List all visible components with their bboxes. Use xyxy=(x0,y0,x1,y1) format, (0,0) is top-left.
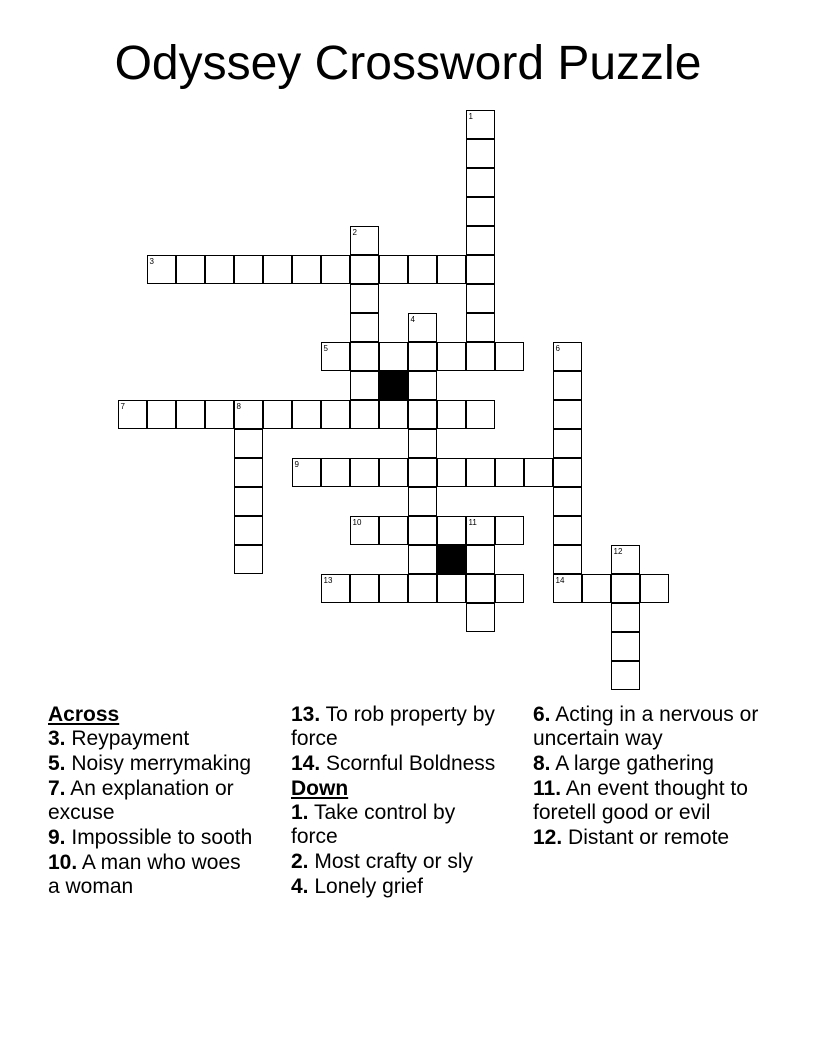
grid-cell[interactable] xyxy=(466,255,495,284)
grid-cell[interactable] xyxy=(437,458,466,487)
clues-column-1 xyxy=(48,703,253,900)
clue-item-number: 9. xyxy=(48,826,66,849)
clue-item-number: 12. xyxy=(533,826,563,849)
grid-cell[interactable] xyxy=(176,255,205,284)
across-clue-list xyxy=(48,727,253,899)
clue-item-text: Take control by force xyxy=(291,801,456,848)
grid-cell[interactable] xyxy=(350,458,379,487)
grid-cell[interactable] xyxy=(408,545,437,574)
clue-number: 7 xyxy=(120,401,125,411)
grid-cell[interactable] xyxy=(553,487,582,516)
grid-cell[interactable] xyxy=(611,603,640,632)
grid-cell[interactable] xyxy=(379,255,408,284)
grid-cell[interactable] xyxy=(263,400,292,429)
clue-item-text: To rob property by force xyxy=(291,703,495,750)
grid-cell[interactable] xyxy=(437,255,466,284)
clue-number: 12 xyxy=(613,546,623,556)
grid-cell[interactable] xyxy=(379,458,408,487)
across-header: Across xyxy=(48,703,120,726)
grid-cell[interactable] xyxy=(466,516,495,545)
grid-cell[interactable] xyxy=(553,458,582,487)
page-title: Odyssey Crossword Puzzle xyxy=(114,37,702,90)
grid-cell[interactable] xyxy=(495,516,524,545)
clue-item-text: Distant or remote xyxy=(568,826,730,849)
grid-cell[interactable] xyxy=(350,400,379,429)
grid-cell[interactable] xyxy=(234,429,263,458)
grid-cell[interactable] xyxy=(350,313,379,342)
grid-cell[interactable] xyxy=(553,516,582,545)
grid-cell[interactable] xyxy=(350,342,379,371)
grid-cell[interactable] xyxy=(321,255,350,284)
grid-cell[interactable] xyxy=(379,400,408,429)
grid-cell[interactable] xyxy=(466,458,495,487)
clue-number: 14 xyxy=(555,575,565,585)
grid-cell[interactable] xyxy=(379,516,408,545)
grid-cell[interactable] xyxy=(263,255,292,284)
grid-cell[interactable] xyxy=(466,574,495,603)
grid-cell[interactable] xyxy=(350,255,379,284)
grid-cell[interactable] xyxy=(408,313,437,342)
clue-item-number: 7. xyxy=(48,777,66,800)
grid-cell[interactable] xyxy=(234,458,263,487)
grid-cell[interactable] xyxy=(495,458,524,487)
grid-cell[interactable] xyxy=(553,371,582,400)
grid-cell[interactable] xyxy=(553,574,582,603)
clue-number: 11 xyxy=(468,517,477,527)
clue-item xyxy=(48,752,253,776)
clue-number: 3 xyxy=(149,256,154,266)
clues-column-2 xyxy=(291,703,506,900)
grid-cell[interactable] xyxy=(234,487,263,516)
grid-cell[interactable] xyxy=(321,458,350,487)
grid-cell[interactable] xyxy=(553,342,582,371)
grid-cell[interactable] xyxy=(292,400,321,429)
black-cell xyxy=(379,371,408,400)
clue-item-number: 8. xyxy=(533,752,551,775)
clue-item-number: 6. xyxy=(533,703,551,726)
clue-item xyxy=(48,777,253,825)
clue-number: 6 xyxy=(555,343,560,353)
across-clue-list-continued xyxy=(291,703,506,776)
grid-cell[interactable] xyxy=(582,574,611,603)
grid-cell[interactable] xyxy=(466,313,495,342)
down-header: Down xyxy=(291,777,349,800)
clue-item xyxy=(291,801,506,849)
clue-item-number: 5. xyxy=(48,752,66,775)
grid-cell[interactable] xyxy=(466,226,495,255)
grid-cell[interactable] xyxy=(408,458,437,487)
clue-item xyxy=(48,826,253,850)
clue-number: 9 xyxy=(294,459,299,469)
grid-cell[interactable] xyxy=(321,342,350,371)
clue-item-text: Scornful Boldness xyxy=(326,752,496,775)
grid-cell[interactable] xyxy=(466,603,495,632)
grid-cell[interactable] xyxy=(408,516,437,545)
grid-cell[interactable] xyxy=(466,110,495,139)
clue-item-number: 2. xyxy=(291,850,309,873)
grid-cell[interactable] xyxy=(611,545,640,574)
grid-cell[interactable] xyxy=(234,516,263,545)
grid-cell[interactable] xyxy=(408,371,437,400)
down-clue-list xyxy=(291,801,506,899)
grid-cell[interactable] xyxy=(321,400,350,429)
grid-cell[interactable] xyxy=(466,139,495,168)
clue-item-text: An explanation or excuse xyxy=(48,777,234,824)
clue-item-text: A man who woes a woman xyxy=(48,851,241,898)
clue-item-number: 14. xyxy=(291,752,321,775)
grid-cell[interactable] xyxy=(350,371,379,400)
grid-cell[interactable] xyxy=(466,400,495,429)
grid-cell[interactable] xyxy=(553,429,582,458)
clue-item-text: Noisy merrymaking xyxy=(71,752,252,775)
clue-item xyxy=(48,727,253,751)
clue-number: 2 xyxy=(352,227,357,237)
clue-item xyxy=(533,777,768,825)
grid-cell[interactable] xyxy=(466,168,495,197)
grid-cell[interactable] xyxy=(147,400,176,429)
clue-item-text: Impossible to sooth xyxy=(71,826,253,849)
grid-cell[interactable] xyxy=(234,545,263,574)
grid-cell[interactable] xyxy=(611,632,640,661)
clue-item-number: 13. xyxy=(291,703,321,726)
grid-cell[interactable] xyxy=(640,574,669,603)
clue-number: 8 xyxy=(236,401,241,411)
grid-cell[interactable] xyxy=(350,284,379,313)
grid-cell[interactable] xyxy=(437,574,466,603)
grid-cell[interactable] xyxy=(292,255,321,284)
clue-number: 13 xyxy=(323,575,333,585)
clue-item-number: 1. xyxy=(291,801,309,824)
clue-number: 5 xyxy=(323,343,328,353)
grid-cell[interactable] xyxy=(118,400,147,429)
grid-cell[interactable] xyxy=(408,574,437,603)
clue-item xyxy=(291,875,506,899)
clue-item-text: Most crafty or sly xyxy=(314,850,474,873)
grid-cell[interactable] xyxy=(524,458,553,487)
grid-cell[interactable] xyxy=(408,429,437,458)
down-clue-list-continued xyxy=(533,703,768,850)
clue-item xyxy=(533,752,768,776)
grid-cell[interactable] xyxy=(234,255,263,284)
grid-cell[interactable] xyxy=(466,545,495,574)
grid-cell[interactable] xyxy=(553,545,582,574)
grid-cell[interactable] xyxy=(234,400,263,429)
grid-cell[interactable] xyxy=(408,487,437,516)
clue-item xyxy=(291,703,506,751)
clue-item-number: 4. xyxy=(291,875,309,898)
grid-cell[interactable] xyxy=(176,400,205,429)
grid-cell[interactable] xyxy=(292,458,321,487)
grid-cell[interactable] xyxy=(466,197,495,226)
grid-cell[interactable] xyxy=(379,342,408,371)
clue-item-text: Lonely grief xyxy=(314,875,423,898)
grid-cell[interactable] xyxy=(350,516,379,545)
grid-cell[interactable] xyxy=(321,574,350,603)
grid-cell[interactable] xyxy=(553,400,582,429)
clue-item xyxy=(533,703,768,751)
clue-number: 1 xyxy=(468,111,473,121)
grid-cell[interactable] xyxy=(611,661,640,690)
grid-cell[interactable] xyxy=(350,226,379,255)
clue-item-text: A large gathering xyxy=(555,752,714,775)
grid-cell[interactable] xyxy=(147,255,176,284)
clue-item-text: An event thought to foretell good or evil xyxy=(533,777,748,824)
grid-cell[interactable] xyxy=(495,342,524,371)
clue-number: 10 xyxy=(352,517,362,527)
black-cell xyxy=(437,545,466,574)
clues-column-3 xyxy=(533,703,768,851)
grid-cell[interactable] xyxy=(611,574,640,603)
clue-item-number: 11. xyxy=(533,777,562,800)
grid-cell[interactable] xyxy=(350,574,379,603)
grid-cell[interactable] xyxy=(379,574,408,603)
grid-cell[interactable] xyxy=(495,574,524,603)
grid-cell[interactable] xyxy=(408,400,437,429)
clue-number: 4 xyxy=(410,314,415,324)
clue-item xyxy=(291,850,506,874)
grid-cell[interactable] xyxy=(408,342,437,371)
grid-cell[interactable] xyxy=(205,255,234,284)
grid-cell[interactable] xyxy=(408,255,437,284)
grid-cell[interactable] xyxy=(466,284,495,313)
clue-item xyxy=(291,752,506,776)
clue-item-text: Reypayment xyxy=(71,727,190,750)
grid-cell[interactable] xyxy=(437,342,466,371)
grid-cell[interactable] xyxy=(205,400,234,429)
clue-item-number: 10. xyxy=(48,851,78,874)
clue-item-number: 3. xyxy=(48,727,66,750)
clue-item xyxy=(48,851,253,899)
clue-item xyxy=(533,826,768,850)
clue-item-text: Acting in a nervous or uncertain way xyxy=(533,703,759,750)
grid-cell[interactable] xyxy=(437,400,466,429)
grid-cell[interactable] xyxy=(437,516,466,545)
grid-cell[interactable] xyxy=(466,342,495,371)
